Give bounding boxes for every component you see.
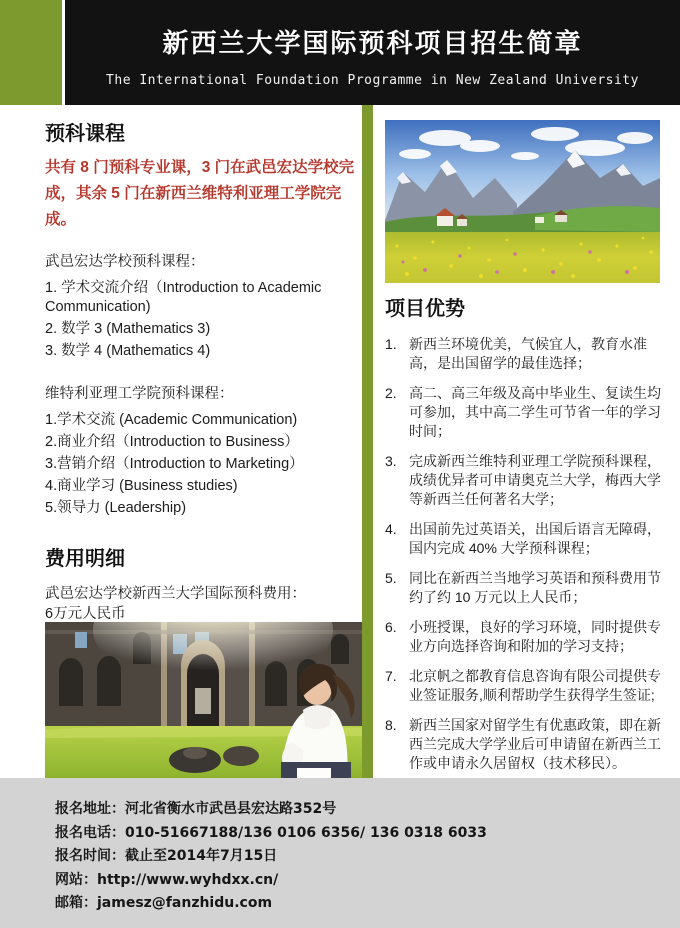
item-text: 北京帆之都教育信息咨询有限公司提供专业签证服务,顺利帮助学生获得学生签证; — [409, 668, 661, 703]
contact-value: 010-51667188/136 0106 6356/ 136 0318 6033 — [125, 824, 487, 841]
fee-line: 6万元人民币 — [45, 606, 126, 622]
contact-address — [55, 797, 660, 821]
fee-line: 武邑宏达学校新西兰大学国际预科费用： — [45, 586, 306, 602]
contact-label: 网站： — [55, 870, 97, 887]
item-number: 5. — [385, 570, 397, 586]
page-title: 新西兰大学国际预科项目招生简章 — [162, 28, 583, 58]
list-item: 3.营销介绍（Introduction to Marketing） — [45, 456, 304, 472]
contact-label: 报名时间： — [55, 847, 125, 863]
section-heading-courses: 预科课程 — [45, 123, 125, 145]
right-column — [385, 292, 663, 784]
item-text: 同比在新西兰当地学习英语和预科费用节约了约 10 万元以上人民币； — [409, 570, 661, 605]
list-item: 4.商业学习 (Business studies) — [45, 478, 238, 494]
header-green-block — [0, 0, 62, 105]
advantage-item — [385, 716, 663, 773]
contact-label: 报名电话： — [55, 823, 125, 840]
contact-label: 报名地址： — [55, 800, 125, 816]
student-on-campus-lawn-photo — [45, 622, 362, 778]
list-item: 1. 学术交流介绍（Introduction to Academic Communication) — [45, 280, 322, 315]
item-text: 高二、高三年级及高中毕业生、复读生均可参加，其中高二学生可节省一年的学习时间； — [409, 385, 661, 439]
item-number: 6. — [385, 619, 397, 635]
advantage-item — [385, 520, 663, 558]
contact-deadline — [55, 844, 660, 868]
page-subtitle: The International Foundation Programme in New Zealand University — [106, 73, 639, 88]
item-text: 新西兰国家对留学生有优惠政策，即在新西兰完成大学学业后可申请留在新西兰工作或申请永久居留权（技术移民）。 — [409, 717, 661, 771]
section-heading-fees: 费用明细 — [45, 548, 125, 570]
item-number: 7. — [385, 668, 397, 684]
contact-email — [55, 891, 660, 915]
contact-label: 邮箱： — [55, 894, 97, 910]
item-number: 3. — [385, 453, 397, 469]
advantage-item — [385, 618, 663, 656]
advantage-item — [385, 452, 663, 509]
item-number: 2. — [385, 385, 397, 401]
advantage-item — [385, 384, 663, 441]
email-address[interactable]: jamesz@fanzhidu.com — [97, 895, 273, 911]
contact-phone — [55, 821, 660, 845]
header-bar — [65, 0, 680, 105]
column-divider — [362, 105, 373, 778]
courses-intro-red-text: 共有 8 门预科专业课，3 门在武邑宏达学校完成，其余 5 门在新西兰维特利亚理工学院完成。 — [45, 159, 355, 228]
list-item: 3. 数学 4 (Mathematics 4) — [45, 343, 211, 359]
footer-contact — [0, 778, 680, 928]
list-item: 1.学术交流 (Academic Communication) — [45, 412, 298, 428]
item-number: 1. — [385, 336, 397, 352]
advantage-item — [385, 335, 663, 373]
item-text: 小班授课，良好的学习环境，同时提供专业方向选择咨询和附加的学习支持； — [409, 619, 661, 654]
contact-website — [55, 868, 660, 892]
section-heading-advantages: 项目优势 — [385, 298, 465, 320]
item-text: 完成新西兰维特利亚理工学院预科课程，成绩优异者可申请奥克兰大学，梅西大学等新西兰任何著名大学； — [409, 453, 661, 507]
list1-title: 武邑宏达学校预科课程： — [45, 254, 205, 270]
list-item: 5.领导力 (Leadership) — [45, 500, 187, 516]
list-item: 2. 数学 3 (Mathematics 3) — [45, 321, 211, 337]
contact-value: 河北省衡水市武邑县宏达路352号 — [125, 801, 337, 817]
advantage-item — [385, 667, 663, 705]
item-text: 新西兰环境优美，气候宜人，教育水准高，是出国留学的最佳选择； — [409, 336, 647, 371]
alpine-meadow-photo — [385, 120, 660, 283]
advantage-item — [385, 569, 663, 607]
list2-title: 维特利亚理工学院预科课程： — [45, 386, 234, 402]
item-number: 8. — [385, 717, 397, 733]
website-url[interactable]: http://www.wyhdxx.cn/ — [97, 871, 279, 888]
contact-value: 截止至2014年7月15日 — [125, 848, 278, 864]
item-number: 4. — [385, 521, 397, 537]
list-item: 2.商业介绍（Introduction to Business） — [45, 434, 299, 450]
item-text: 出国前先过英语关，出国后语言无障碍，国内完成 40% 大学预科课程； — [409, 521, 661, 556]
